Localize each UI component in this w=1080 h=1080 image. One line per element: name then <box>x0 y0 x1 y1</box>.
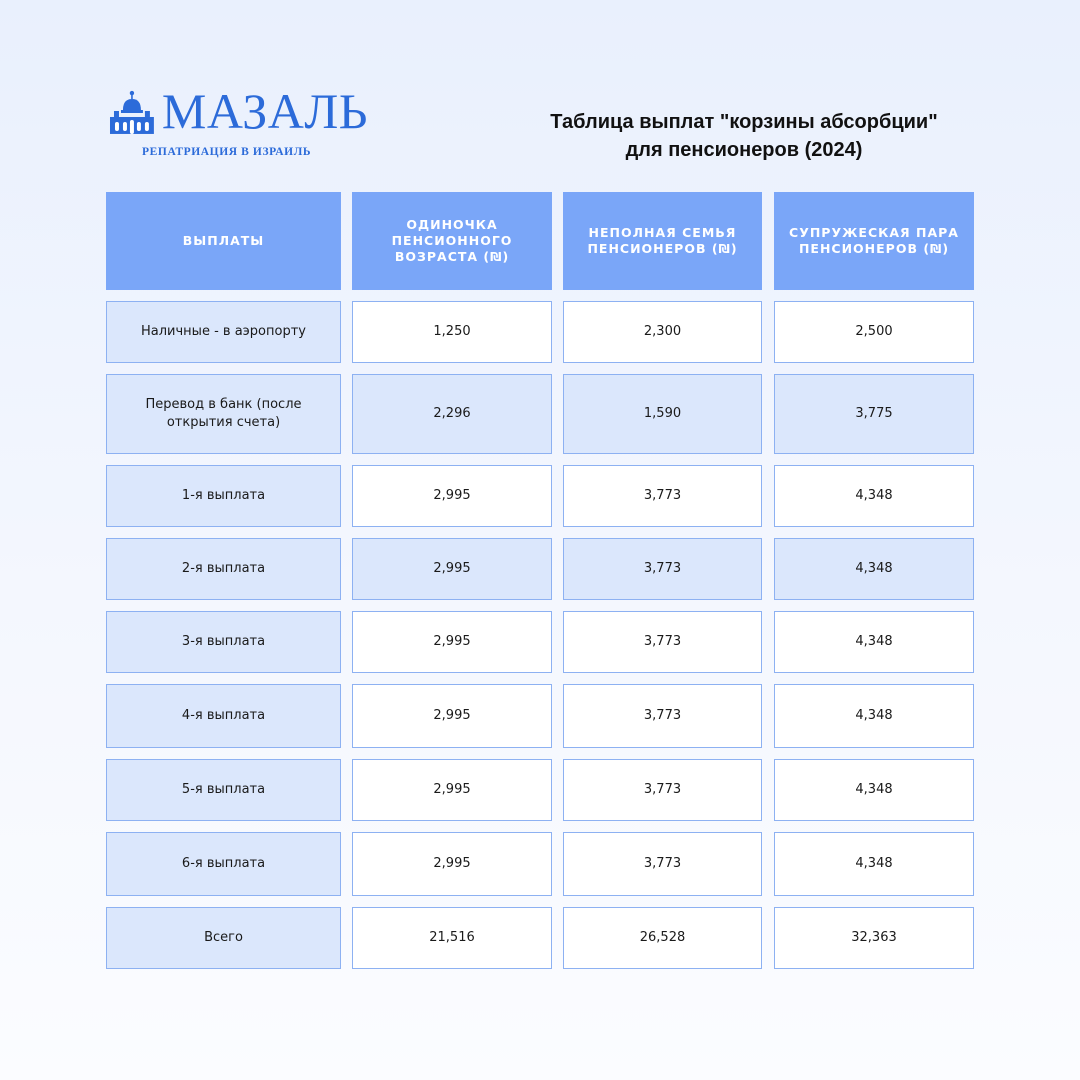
row-label: 5-я выплата <box>106 759 341 821</box>
table-cell-value: 2,995 <box>352 832 552 896</box>
table-cell-value: 4,348 <box>774 684 974 748</box>
synagogue-icon <box>108 90 156 136</box>
logo-row <box>108 83 368 139</box>
page-title <box>514 108 974 164</box>
table-cell-value: 4,348 <box>774 538 974 600</box>
table-cell-value: 2,995 <box>352 538 552 600</box>
table-cell-value: 2,995 <box>352 611 552 673</box>
table-cell-value: 3,773 <box>563 832 762 896</box>
column-header-2: ОДИНОЧКА ПЕНСИОННОГО ВОЗРАСТА (₪) <box>352 192 552 290</box>
row-label: Всего <box>106 907 341 969</box>
brand-logo <box>108 83 368 166</box>
table-cell-value: 3,773 <box>563 538 762 600</box>
table-cell-value: 3,773 <box>563 611 762 673</box>
column-header-3: НЕПОЛНАЯ СЕМЬЯ ПЕНСИОНЕРОВ (₪) <box>563 192 762 290</box>
logo-tagline: РЕПАТРИАЦИЯ В ИЗРАИЛЬ <box>142 146 312 158</box>
row-label: 1-я выплата <box>106 465 341 527</box>
page-title-line-2: для пенсионеров (2024) <box>625 139 863 161</box>
column-header-1: ВЫПЛАТЫ <box>106 192 341 290</box>
table-cell-value: 32,363 <box>774 907 974 969</box>
table-cell-value: 2,995 <box>352 684 552 748</box>
table-cell-value: 3,775 <box>774 374 974 454</box>
row-label: 6-я выплата <box>106 832 341 896</box>
table-cell-value: 2,995 <box>352 759 552 821</box>
table-cell-value: 4,348 <box>774 611 974 673</box>
table-cell-value: 3,773 <box>563 684 762 748</box>
row-label: 4-я выплата <box>106 684 341 748</box>
table-cell-value: 4,348 <box>774 759 974 821</box>
page-title-line-1: Таблица выплат "корзины абсорбции" <box>550 111 938 133</box>
table-cell-value: 4,348 <box>774 465 974 527</box>
table-cell-value: 1,590 <box>563 374 762 454</box>
table-cell-value: 3,773 <box>563 759 762 821</box>
table-cell-value: 1,250 <box>352 301 552 363</box>
table-cell-value: 2,296 <box>352 374 552 454</box>
table-cell-value: 2,995 <box>352 465 552 527</box>
table-cell-value: 3,773 <box>563 465 762 527</box>
row-label: 3-я выплата <box>106 611 341 673</box>
row-label: Перевод в банк (после открытия счета) <box>106 374 341 454</box>
logo-wordmark: МАЗАЛЬ <box>161 83 368 139</box>
table-cell-value: 21,516 <box>352 907 552 969</box>
row-label: Наличные - в аэропорту <box>106 301 341 363</box>
column-header-4: СУПРУЖЕСКАЯ ПАРА ПЕНСИОНЕРОВ (₪) <box>774 192 974 290</box>
table-cell-value: 2,300 <box>563 301 762 363</box>
row-label: 2-я выплата <box>106 538 341 600</box>
table-cell-value: 4,348 <box>774 832 974 896</box>
table-cell-value: 26,528 <box>563 907 762 969</box>
table-cell-value: 2,500 <box>774 301 974 363</box>
